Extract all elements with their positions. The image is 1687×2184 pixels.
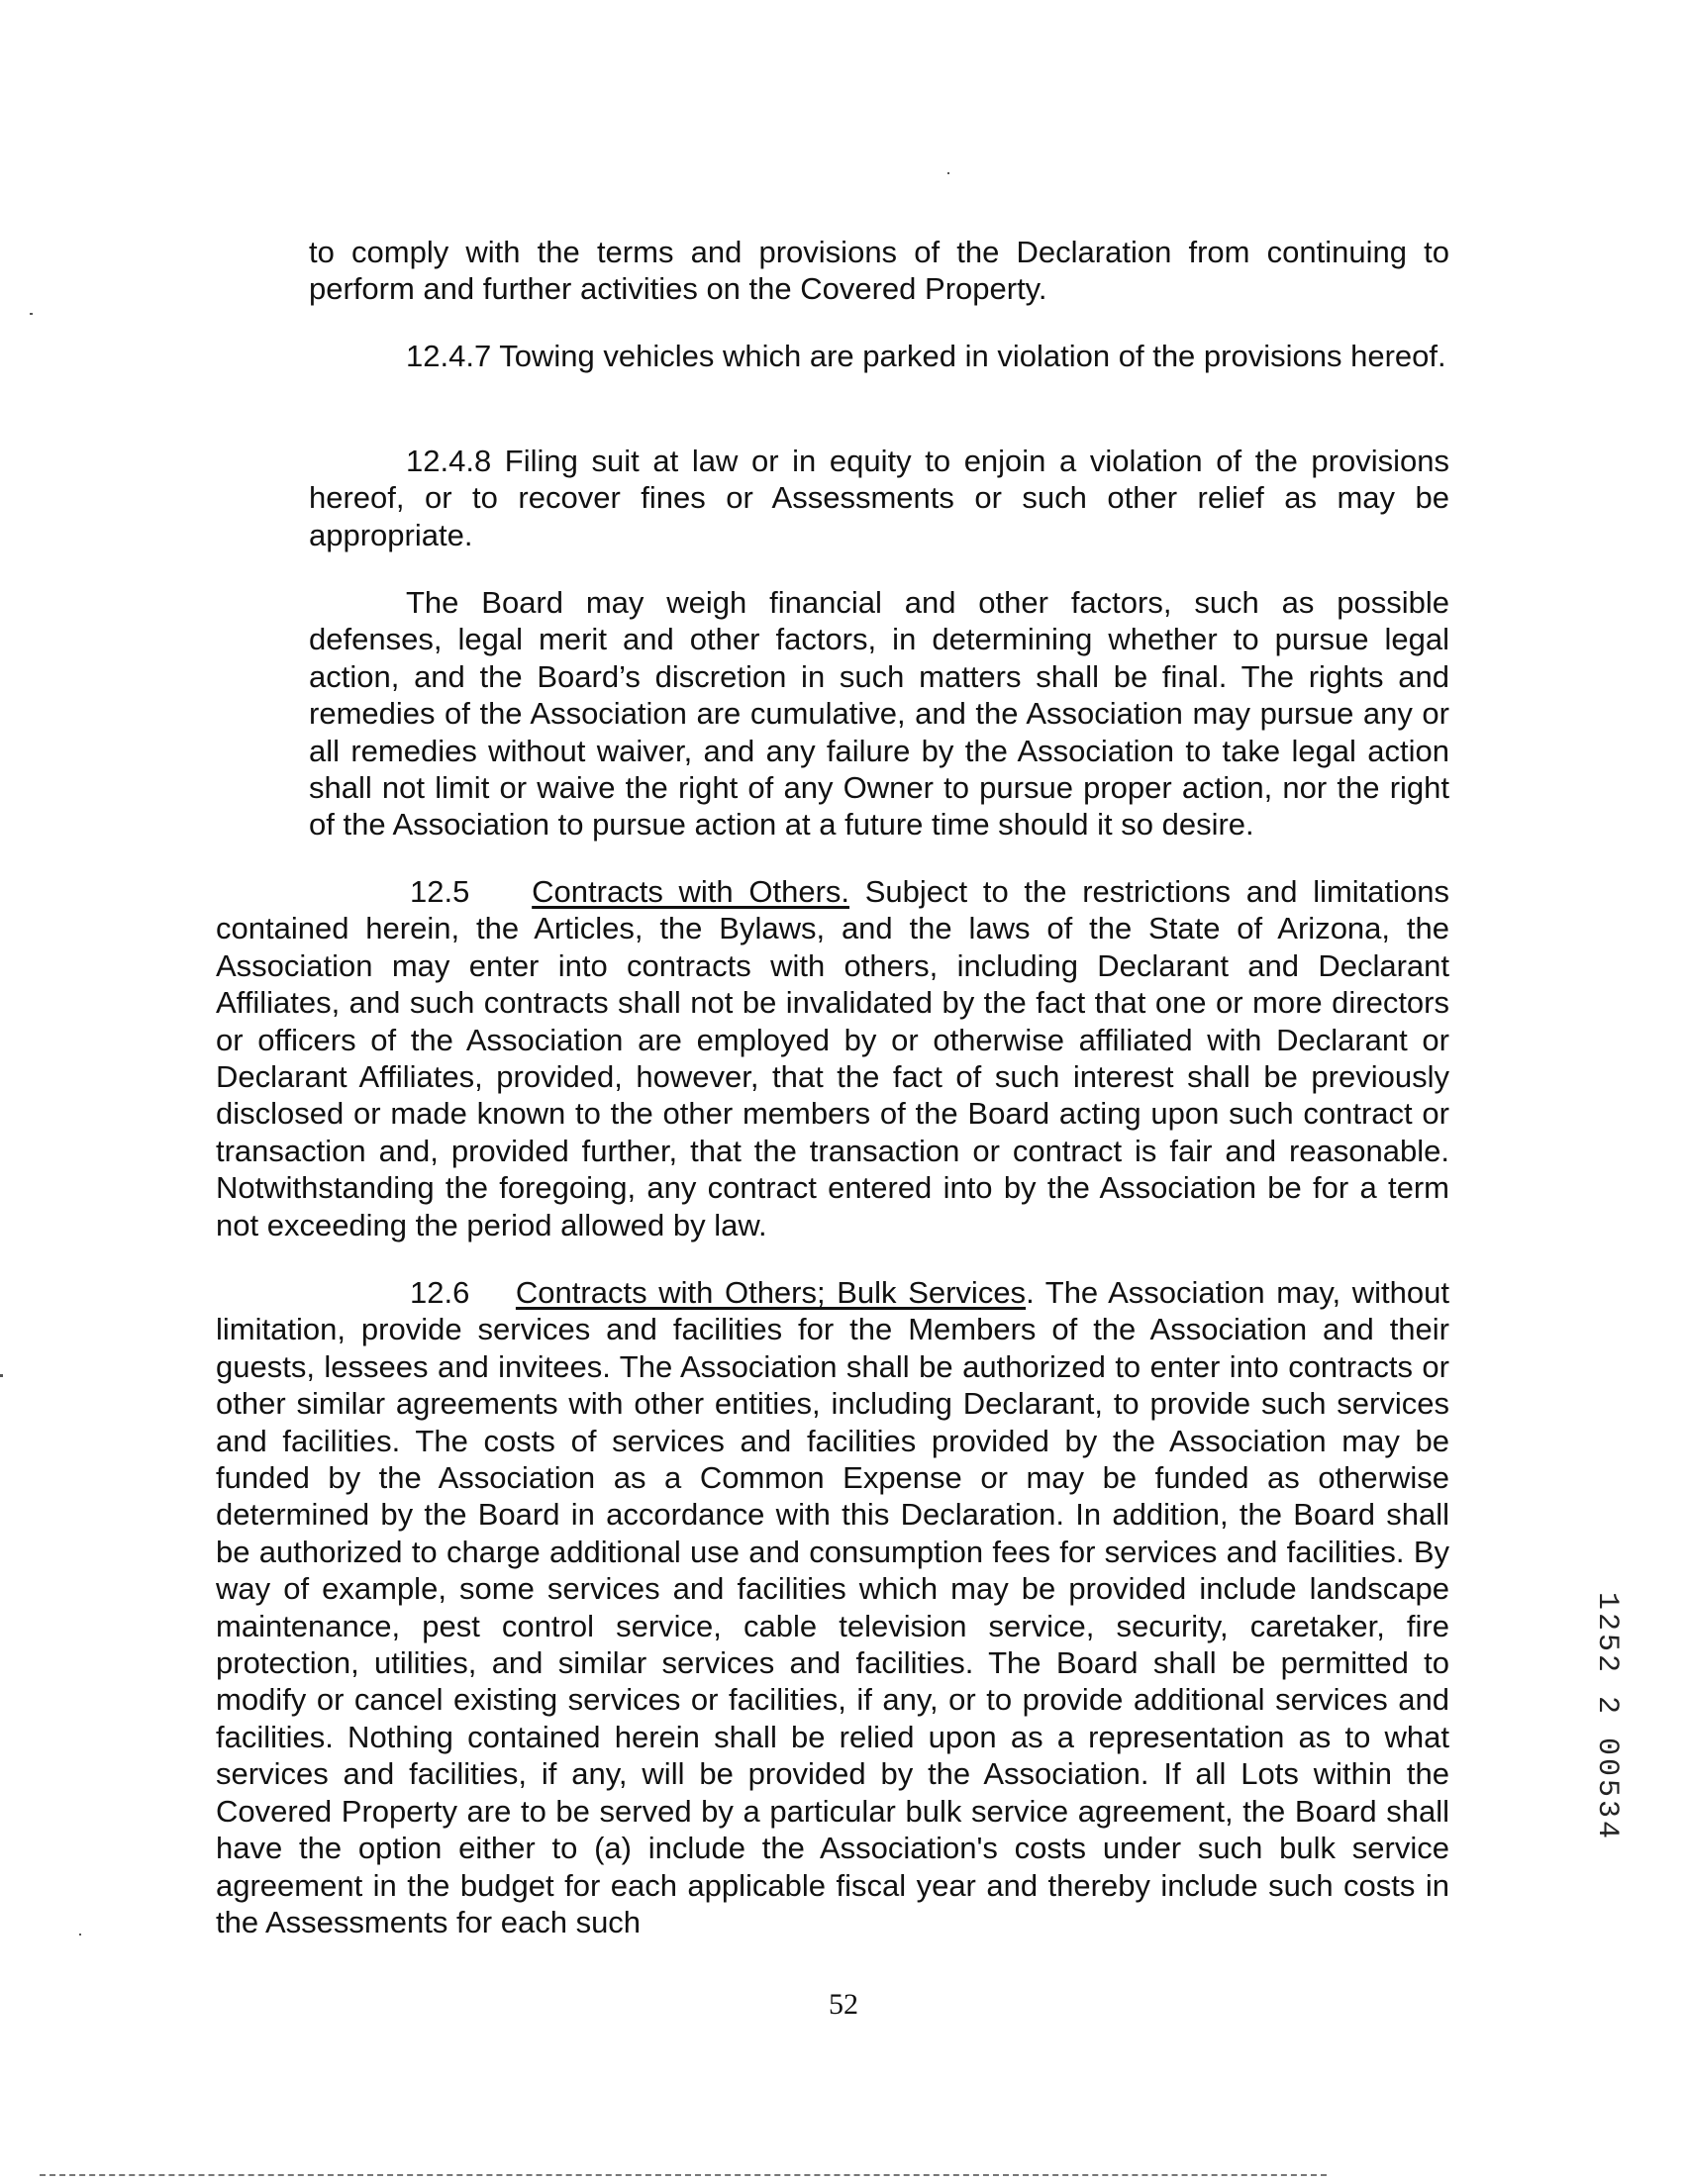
paragraph-continuation: to comply with the terms and provisions of the Declaration from continuing to perform and further activities on the Covered Property. xyxy=(309,235,1449,307)
section-12-6-body: . The Association may, without limitation, provide services and facilities for the Members of the Association and their guests, lessees and invitees. The Association shall be authorized to enter into contracts or other similar agreements with other entities, including Declarant, to provide such services and facilities. The costs of services and facilities provided by the Association may be funded by the Association as a Common Expense or may be funded as otherwise determined by the Board in accordance with this Declaration. In addition, the Board shall be authorized to charge additional use and consumption fees for services and facilities. By way of example, some services and facilities which may be provided include landscape maintenance, pest control service, cable television service, security, caretaker, fire protection, utilities, and similar services and facilities. The Board shall be permitted to modify or cancel existing services or facilities, if any, or to provide additional services and facilities. Nothing contained herein shall be relied upon as a representation as to what services and facilities, if any, will be provided by the Association. If all Lots within the Covered Property are to be served by a particular bulk service agreement, the Board shall have the option either to (a) include the Association's costs under such bulk service agreement in the budget for each applicable fiscal year and thereby include such costs in the Assessments for each such xyxy=(216,1275,1449,1939)
section-12-6-number: 12.6 xyxy=(410,1275,470,1310)
section-12-5 xyxy=(216,873,1449,1243)
scan-speck xyxy=(79,1934,81,1936)
section-12-6-heading: Contracts with Others; Bulk Services xyxy=(515,1275,1027,1310)
paragraph-board-discretion: The Board may weigh financial and other factors, such as possible defenses, legal merit and other factors, in determining whether to pursue legal action, and the Board’s discretion in such matters shall be final. The rights and remedies of the Association are cumulative, and the Association may pursue any or all remedies without waiver, and any failure by the Association to take legal action shall not limit or waive the right of any Owner to pursue proper action, nor the right of the Association to pursue action at a future time should it so desire. xyxy=(309,585,1449,843)
section-12-5-number: 12.5 xyxy=(410,874,470,909)
scan-speck xyxy=(30,313,33,315)
paragraph-12-4-8: 12.4.8 Filing suit at law or in equity to enjoin a violation of the provisions hereof, or to recover fines or Assessments or such other relief as may be appropriate. xyxy=(309,444,1449,552)
section-12-5-body: Subject to the restrictions and limitations contained herein, the Articles, the Bylaws, and the laws of the State of Arizona, the Association may enter into contracts with others, including Declarant and Declarant Affiliates, and such contracts shall not be invalidated by the fact that one or more directors or officers of the Association are employed by or otherwise affiliated with Declarant or Declarant Affiliates, provided, however, that the fact of such interest shall be previously disclosed or made known to the other members of the Board acting upon such contract or transaction and, provided further, that the transaction or contract is fair and reasonable. Notwithstanding the foregoing, any contract entered into by the Association be for a term not exceeding the period allowed by law. xyxy=(216,874,1450,1242)
paragraph-12-4-7: 12.4.7 Towing vehicles which are parked in violation of the provisions hereof. xyxy=(406,339,1446,373)
recording-stamp: 1252 2 00534 xyxy=(1590,1592,1624,1842)
section-12-5-heading: Contracts with Others. xyxy=(532,874,850,909)
scan-speck xyxy=(947,172,949,174)
section-12-6 xyxy=(216,1274,1449,1940)
scan-speck xyxy=(0,1374,3,1377)
scan-edge-line xyxy=(40,2174,1327,2176)
page-number: 52 xyxy=(829,1988,858,2021)
